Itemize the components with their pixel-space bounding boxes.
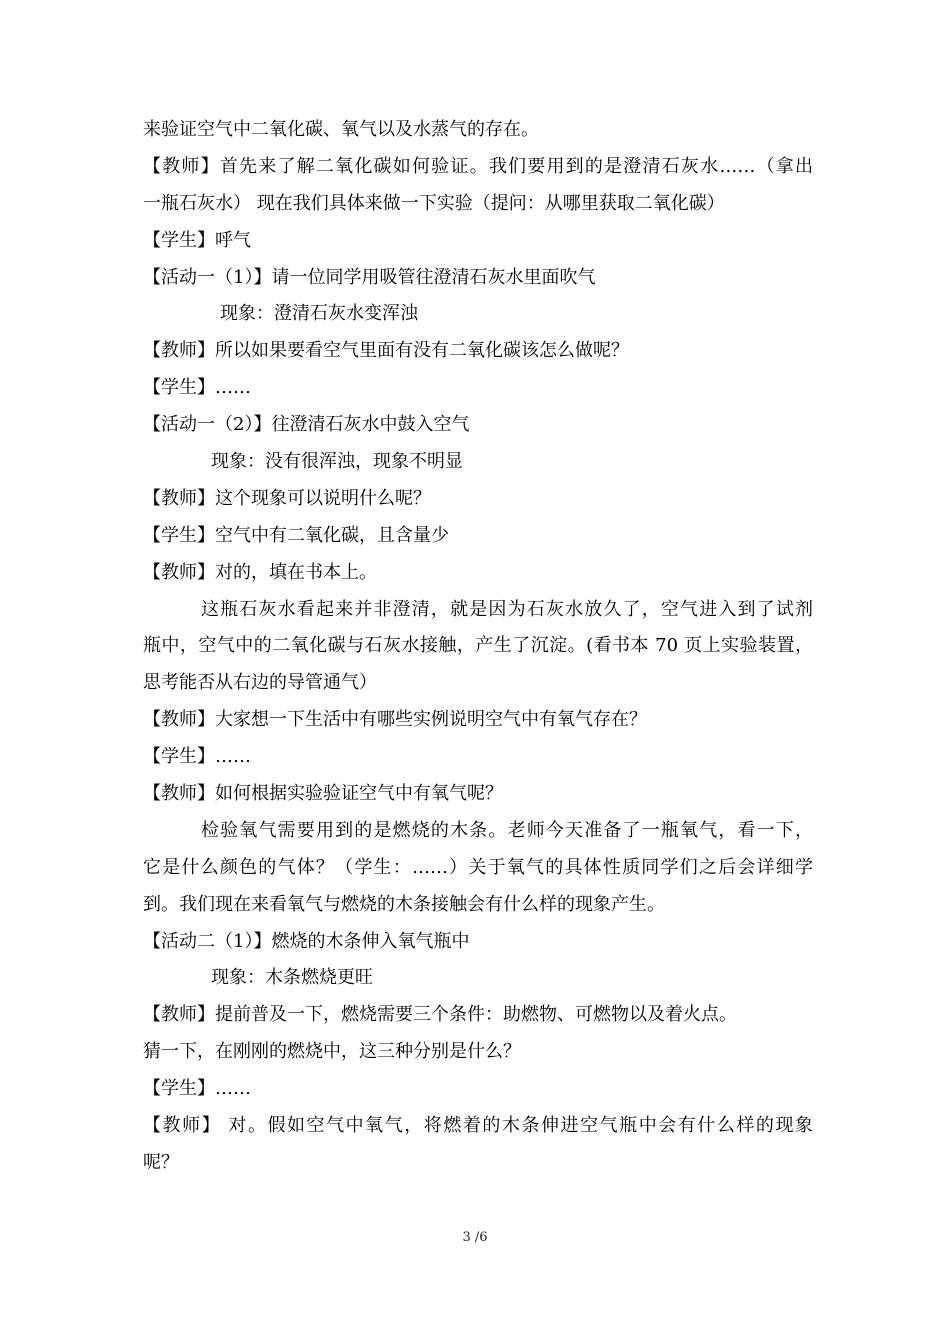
text-line: 【教师】对的，填在书本上。 [143,561,377,583]
phenomenon-line: 现象：澄清石灰水变浑浊 [220,303,418,325]
text-line: 一瓶石灰水） 现在我们具体来做一下实验（提问：从哪里获取二氧化碳） [143,192,725,214]
text-line: 【教师】大家想一下生活中有哪些实例说明空气中有氧气存在？ [143,709,647,731]
phenomenon-line: 现象：没有很浑浊，现象不明显 [211,451,463,473]
text-line: 猜一下，在刚刚的燃烧中，这三种分别是什么？ [143,1041,521,1063]
text-line: 【活动二（1）】燃烧的木条伸入氧气瓶中 [143,930,470,952]
text-line: 【学生】空气中有二氧化碳，且含量少 [143,524,449,546]
text-line: 来验证空气中二氧化碳、氧气以及水蒸气的存在。 [143,119,539,140]
text-line: 【教师】 对。假如空气中氧气，将燃着的木条伸进空气瓶中会有什么样的现象 [143,1115,813,1137]
text-line: 【学生】…… [143,1078,251,1100]
paragraph-line: 瓶中，空气中的二氧化碳与石灰水接触，产生了沉淀。(看书本 70 页上实验装置， [143,635,813,657]
text-line: 【教师】如何根据实验验证空气中有氧气呢？ [143,783,503,805]
text-line: 【教师】首先来了解二氧化碳如何验证。我们要用到的是澄清石灰水……（拿出 [143,155,813,177]
document-body [143,112,813,1182]
text-line: 【学生】…… [143,746,251,768]
text-line: 【学生】呼气 [143,229,251,251]
paragraph-line: 这瓶石灰水看起来并非澄清，就是因为石灰水放久了，空气进入到了试剂 [201,598,813,620]
paragraph-line: 它是什么颜色的气体？（学生：……）关于氧气的具体性质同学们之后会详细学 [143,856,813,878]
text-line: 【教师】这个现象可以说明什么呢？ [143,487,431,509]
paragraph-line: 到。我们现在来看氧气与燃烧的木条接触会有什么样的现象产生。 [143,893,665,915]
text-line: 【教师】提前普及一下，燃烧需要三个条件：助燃物、可燃物以及着火点。 [143,1004,737,1026]
text-line: 【活动一（1）】请一位同学用吸管往澄清石灰水里面吹气 [143,266,596,288]
paragraph-line: 检验氧气需要用到的是燃烧的木条。老师今天准备了一瓶氧气，看一下， [201,819,813,841]
text-line: 呢？ [143,1151,179,1173]
paragraph-line: 思考能否从右边的导管通气） [143,672,377,694]
text-line: 【学生】…… [143,377,251,399]
phenomenon-line: 现象：木条燃烧更旺 [211,967,373,989]
text-line: 【教师】所以如果要看空气里面有没有二氧化碳该怎么做呢？ [143,340,629,362]
text-line: 【活动一（2）】往澄清石灰水中鼓入空气 [143,414,470,436]
page-number: 3 /6 [462,1230,488,1245]
